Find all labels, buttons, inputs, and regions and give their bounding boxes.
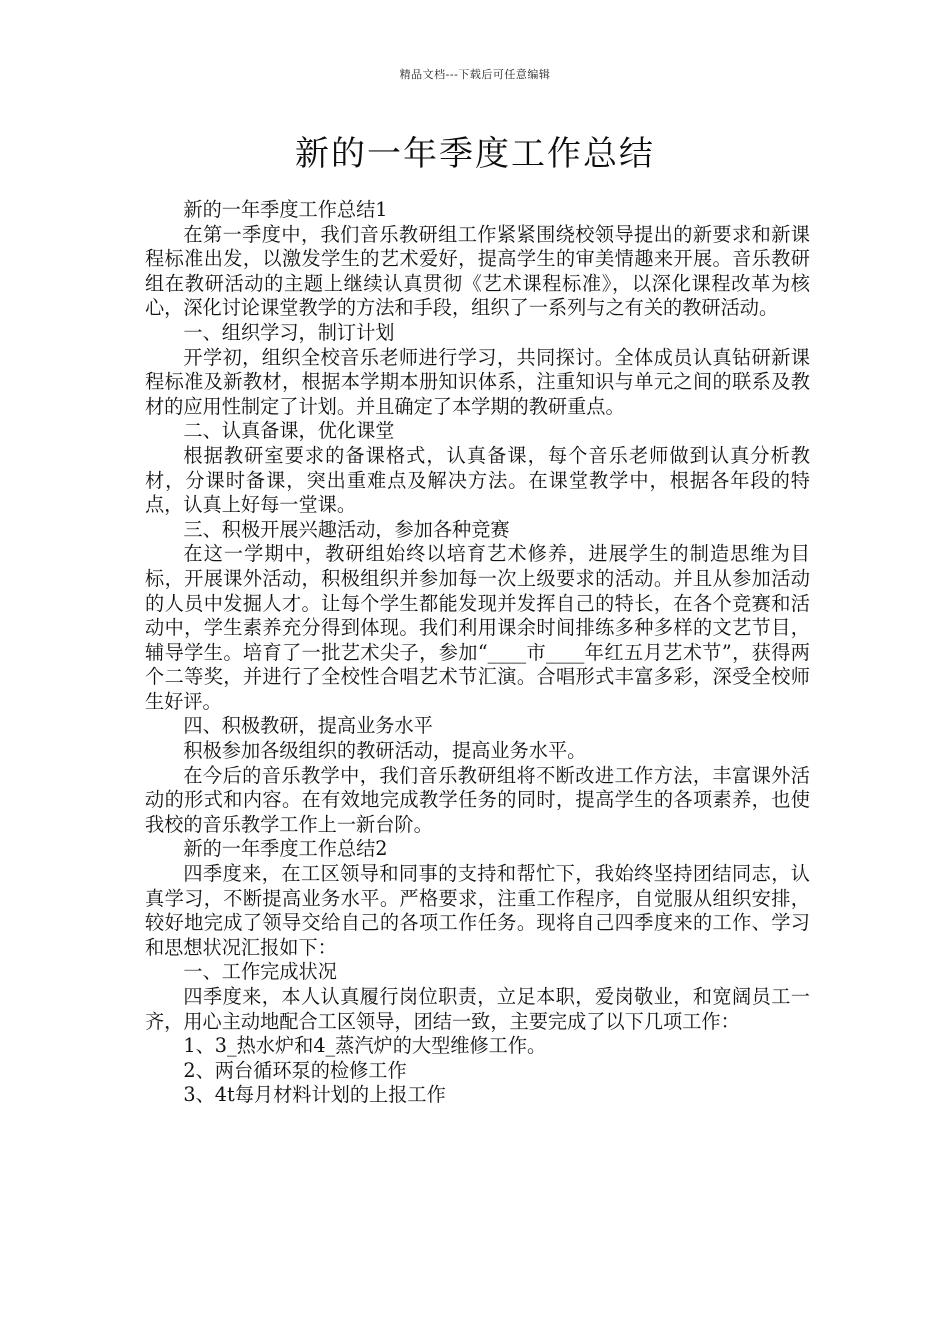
paragraph: 四季度来，在工区领导和同事的支持和帮忙下，我始终坚持团结同志，认真学习，不断提高业务水平。严格要求，注重工作程序，自觉服从组织安排，较好地完成了领导交给自己的各项工作任务。现将自己四季度来的工作、学习和思想状况汇报如下： bbox=[145, 862, 810, 959]
list-item: 2、两台循环泵的检修工作 bbox=[183, 1058, 407, 1082]
subheading: 一、工作完成状况 bbox=[183, 960, 337, 984]
section-heading-summary-2: 新的一年季度工作总结2 bbox=[183, 837, 388, 861]
paragraph: 开学初，组织全校音乐老师进行学习，共同探讨。全体成员认真钻研新课程标准及新教材，根据本学期本册知识体系，注重知识与单元之间的联系及教材的应用性制定了计划。并且确定了本学期的教研重点。 bbox=[145, 345, 810, 418]
section-heading-summary-1: 新的一年季度工作总结1 bbox=[183, 198, 388, 221]
paragraph: 根据教研室要求的备课格式，认真备课，每个音乐老师做到认真分析教材，分课时备课，突出重难点及解决方法。在课堂教学中，根据各年段的特点，认真上好每一堂课。 bbox=[145, 443, 810, 517]
subheading: 四、积极教研，提高业务水平 bbox=[183, 714, 433, 738]
subheading: 一、组织学习，制订计划 bbox=[183, 320, 395, 344]
list-item: 3、4t每月材料计划的上报工作 bbox=[183, 1083, 446, 1107]
header-note: 精品文档---下载后可任意编辑 bbox=[399, 68, 551, 81]
paragraph: 在今后的音乐教学中，我们音乐教研组将不断改进工作方法，丰富课外活动的形式和内容。在有效地完成教学任务的同时，提高学生的各项素养，也使我校的音乐教学工作上一新台阶。 bbox=[145, 763, 810, 836]
paragraph: 在这一学期中，教研组始终以培育艺术修养，进展学生的制造思维为目标，开展课外活动，积极组织并参加每一次上级要求的活动。并且从参加活动的人员中发掘人才。让每个学生都能发现并发挥自己的特长，在各个竞赛和活动中，学生素养充分得到体现。我们利用课余时间排练多种多样的文艺节目，辅导学生。培育了一批艺术尖子，参加“____市____年红五月艺术节”，获得两个二等奖，并进行了全校性合唱艺术节汇演。合唱形式丰富多彩，深受全校师生好评。 bbox=[145, 542, 810, 713]
paragraph: 四季度来，本人认真履行岗位职责，立足本职，爱岗敬业，和宽阔员工一齐，用心主动地配合工区领导，团结一致，主要完成了以下几项工作： bbox=[145, 985, 810, 1033]
document-body bbox=[145, 198, 810, 1108]
page-title: 新的一年季度工作总结 bbox=[295, 134, 655, 174]
list-item: 1、3_热水炉和4_蒸汽炉的大型维修工作。 bbox=[183, 1034, 547, 1058]
paragraph: 在第一季度中，我们音乐教研组工作紧紧围绕校领导提出的新要求和新课程标准出发，以激发学生的艺术爱好，提高学生的审美情趣来开展。音乐教研组在教研活动的主题上继续认真贯彻《艺术课程标准》，以深化课程改革为核心，深化讨论课堂教学的方法和手段，组织了一系列与之有关的教研活动。 bbox=[145, 222, 810, 320]
subheading: 二、认真备课，优化课堂 bbox=[183, 419, 395, 443]
paragraph: 积极参加各级组织的教研活动，提高业务水平。 bbox=[183, 739, 587, 763]
subheading: 三、积极开展兴趣活动，参加各种竞赛 bbox=[183, 517, 510, 541]
